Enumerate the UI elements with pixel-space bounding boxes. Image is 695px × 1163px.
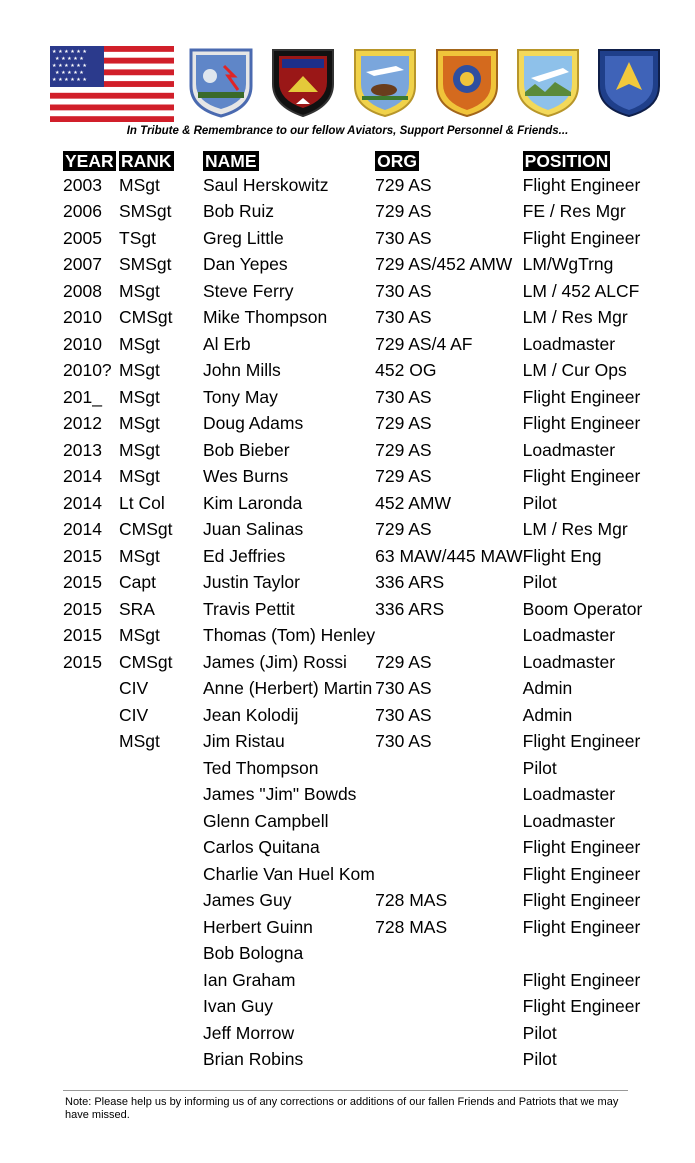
cell-org: 730 AS [375, 386, 432, 407]
cell-org [375, 994, 523, 1021]
cell-year [63, 967, 119, 994]
us-flag-icon [50, 46, 174, 122]
cell-position: Flight Engineer [522, 916, 641, 937]
cell-position: Loadmaster [522, 333, 616, 354]
cell-year: 2015 [63, 651, 102, 672]
cell-name: Jeff Morrow [203, 1022, 295, 1043]
cell-rank: Lt Col [119, 492, 165, 513]
cell-rank: MSgt [119, 280, 160, 301]
cell-org [375, 755, 523, 782]
cell-name: Ian Graham [203, 969, 296, 990]
cell-org: 729 AS [375, 413, 432, 434]
cell-name: James Guy [203, 890, 292, 911]
cell-year [63, 676, 119, 703]
cell-year: 2010 [63, 333, 102, 354]
header-rank: RANK [121, 150, 172, 171]
svg-text:★ ★ ★ ★ ★: ★ ★ ★ ★ ★ [55, 56, 84, 62]
wing-emblem-icon [432, 46, 502, 118]
table-row [63, 225, 683, 252]
table-row [63, 967, 683, 994]
header-position: POSITION [524, 150, 609, 171]
cell-name: Bob Ruiz [203, 201, 275, 222]
table-row [63, 702, 683, 729]
cell-position: Loadmaster [522, 439, 616, 460]
cell-year [63, 835, 119, 862]
cell-rank: SMSgt [119, 254, 172, 275]
cell-year [63, 941, 119, 968]
cell-name: Herbert Guinn [203, 916, 313, 937]
cell-position: Loadmaster [522, 625, 616, 646]
table-row [63, 755, 683, 782]
header-org: ORG [377, 150, 418, 171]
table-row [63, 1047, 683, 1074]
cell-org [375, 941, 523, 968]
cell-position: Flight Engineer [522, 386, 641, 407]
cell-name: Glenn Campbell [203, 810, 329, 831]
table-header-row [63, 150, 683, 172]
table-row [63, 172, 683, 199]
cell-year [63, 1020, 119, 1047]
memorial-roster-table [63, 150, 683, 1073]
cell-name: John Mills [203, 360, 281, 381]
cell-name: Brian Robins [203, 1049, 304, 1070]
cell-org: 730 AS [375, 227, 432, 248]
svg-text:★ ★ ★ ★ ★: ★ ★ ★ ★ ★ [55, 70, 84, 76]
cell-position: Flight Engineer [522, 413, 641, 434]
cell-position: Flight Eng [522, 545, 602, 566]
cell-name: Ivan Guy [203, 996, 274, 1017]
cell-position: Pilot [522, 572, 557, 593]
header-name: NAME [205, 150, 257, 171]
cell-name: Bob Bieber [203, 439, 290, 460]
cell-year: 2014 [63, 519, 102, 540]
cell-year: 2012 [63, 413, 102, 434]
cell-year: 2006 [63, 201, 102, 222]
cell-position: Flight Engineer [522, 890, 641, 911]
cell-rank: Capt [119, 572, 156, 593]
cell-position: Pilot [522, 757, 557, 778]
table-row [63, 358, 683, 385]
cell-position: Flight Engineer [522, 466, 641, 487]
cell-name: Ed Jeffries [203, 545, 286, 566]
cell-year: 2015 [63, 545, 102, 566]
cell-rank [119, 967, 203, 994]
table-row [63, 570, 683, 597]
cell-rank [119, 914, 203, 941]
cell-name: Greg Little [203, 227, 284, 248]
wing-emblem-icon [186, 46, 256, 118]
cell-year: 2015 [63, 572, 102, 593]
cell-position: LM / Res Mgr [522, 307, 628, 328]
cell-year [63, 755, 119, 782]
cell-position: Admin [522, 704, 573, 725]
cell-org: 729 AS [375, 201, 432, 222]
cell-name: Doug Adams [203, 413, 304, 434]
cell-org [375, 967, 523, 994]
cell-rank [119, 1020, 203, 1047]
table-row [63, 888, 683, 915]
cell-position: LM / Cur Ops [522, 360, 627, 381]
cell-position: Pilot [522, 1022, 557, 1043]
cell-position: Flight Engineer [522, 837, 641, 858]
cell-name: Carlos Quitana [203, 837, 320, 858]
cell-year [63, 729, 119, 756]
cell-org: 336 ARS [375, 572, 445, 593]
table-row [63, 596, 683, 623]
cell-position: Pilot [522, 1049, 557, 1070]
cell-year: 2003 [63, 174, 102, 195]
cell-org: 729 AS [375, 174, 432, 195]
cell-name: Wes Burns [203, 466, 289, 487]
cell-org: 729 AS [375, 519, 432, 540]
cell-rank: MSgt [119, 174, 160, 195]
cell-year [63, 1047, 119, 1074]
table-row [63, 384, 683, 411]
cell-year [63, 782, 119, 809]
cell-year: 2015 [63, 598, 102, 619]
cell-position: Boom Operator [522, 598, 643, 619]
svg-text:★ ★ ★ ★ ★ ★: ★ ★ ★ ★ ★ ★ [52, 49, 87, 55]
cell-name: Jim Ristau [203, 731, 285, 752]
cell-org [375, 623, 523, 650]
svg-text:★ ★ ★ ★ ★ ★: ★ ★ ★ ★ ★ ★ [52, 63, 87, 69]
table-row [63, 464, 683, 491]
table-row [63, 914, 683, 941]
cell-year [63, 914, 119, 941]
cell-rank: MSgt [119, 439, 160, 460]
svg-text:★ ★ ★ ★ ★ ★: ★ ★ ★ ★ ★ ★ [52, 77, 87, 83]
table-row [63, 199, 683, 226]
cell-rank: CMSgt [119, 519, 173, 540]
table-row [63, 517, 683, 544]
cell-name: Al Erb [203, 333, 251, 354]
cell-name: James "Jim" Bowds [203, 784, 357, 805]
cell-org [375, 1020, 523, 1047]
cell-rank: CIV [119, 678, 149, 699]
cell-org: 730 AS [375, 731, 432, 752]
cell-year: 2013 [63, 439, 102, 460]
cell-position: Loadmaster [522, 651, 616, 672]
cell-position: Flight Engineer [522, 731, 641, 752]
cell-org: 452 OG [375, 360, 437, 381]
cell-rank [119, 861, 203, 888]
cell-org: 728 MAS [375, 890, 448, 911]
cell-rank [119, 1047, 203, 1074]
cell-rank: MSgt [119, 333, 160, 354]
table-row [63, 490, 683, 517]
cell-position: Pilot [522, 492, 557, 513]
cell-year [63, 861, 119, 888]
cell-org: 728 MAS [375, 916, 448, 937]
cell-position: Flight Engineer [522, 996, 641, 1017]
cell-name: Saul Herskowitz [203, 174, 329, 195]
table-row [63, 676, 683, 703]
table-row [63, 278, 683, 305]
table-row [63, 305, 683, 332]
cell-rank: MSgt [119, 386, 160, 407]
cell-org: 729 AS [375, 651, 432, 672]
table-row [63, 941, 683, 968]
cell-rank [119, 888, 203, 915]
cell-org [375, 808, 523, 835]
cell-rank: MSgt [119, 413, 160, 434]
cell-org: 336 ARS [375, 598, 445, 619]
cell-position: Admin [522, 678, 573, 699]
cell-org: 730 AS [375, 307, 432, 328]
cell-org: 730 AS [375, 704, 432, 725]
table-row [63, 331, 683, 358]
roster-body [63, 172, 683, 1073]
footer-note: Note: Please help us by informing us of any corrections or additions of our fallen Friends and Patriots that we may have missed. [65, 1096, 619, 1121]
cell-org: 729 AS [375, 466, 432, 487]
table-row [63, 623, 683, 650]
cell-year [63, 808, 119, 835]
cell-rank: CIV [119, 704, 149, 725]
cell-position: Loadmaster [522, 810, 616, 831]
cell-name: Charlie Van Huel Kom [203, 863, 375, 884]
cell-position: Loadmaster [522, 784, 616, 805]
note-divider [63, 1090, 628, 1091]
table-row [63, 861, 683, 888]
cell-name: Juan Salinas [203, 519, 304, 540]
cell-name: Jean Kolodij [203, 704, 299, 725]
tribute-line: In Tribute & Remembrance to our fellow Aviators, Support Personnel & Friends... [126, 125, 569, 137]
cell-name: Mike Thompson [203, 307, 328, 328]
cell-name: Dan Yepes [203, 254, 288, 275]
table-row [63, 411, 683, 438]
cell-name: Thomas (Tom) Henley [203, 625, 376, 646]
cell-position [523, 941, 683, 968]
cell-name: Ted Thompson [203, 757, 319, 778]
cell-org: 729 AS/4 AF [375, 333, 473, 354]
wing-emblem-icon [350, 46, 420, 118]
cell-position: FE / Res Mgr [522, 201, 626, 222]
cell-year [63, 702, 119, 729]
cell-org: 729 AS/452 AMW [375, 254, 513, 275]
cell-name: Justin Taylor [203, 572, 300, 593]
table-row [63, 835, 683, 862]
cell-rank [119, 755, 203, 782]
wing-emblem-icon [594, 46, 664, 118]
table-row [63, 543, 683, 570]
cell-name: Travis Pettit [203, 598, 295, 619]
cell-rank: SMSgt [119, 201, 172, 222]
cell-rank: TSgt [119, 227, 156, 248]
table-row [63, 437, 683, 464]
cell-name: Bob Bologna [203, 943, 304, 964]
cell-rank: MSgt [119, 466, 160, 487]
cell-position: Flight Engineer [522, 227, 641, 248]
cell-name: James (Jim) Rossi [203, 651, 347, 672]
cell-year: 2010? [63, 360, 112, 381]
header-year: YEAR [65, 150, 114, 171]
cell-year: 201_ [63, 386, 102, 407]
cell-position: Flight Engineer [522, 969, 641, 990]
cell-rank [119, 808, 203, 835]
cell-org: 730 AS [375, 678, 432, 699]
cell-rank: MSgt [119, 625, 160, 646]
cell-rank: CMSgt [119, 307, 173, 328]
cell-org [375, 782, 523, 809]
cell-rank: MSgt [119, 731, 160, 752]
cell-name: Kim Laronda [203, 492, 303, 513]
cell-rank: MSgt [119, 545, 160, 566]
cell-year [63, 994, 119, 1021]
table-row [63, 994, 683, 1021]
cell-rank: CMSgt [119, 651, 173, 672]
cell-year: 2010 [63, 307, 102, 328]
table-row [63, 729, 683, 756]
cell-org [375, 861, 523, 888]
table-row [63, 252, 683, 279]
cell-rank [119, 941, 203, 968]
cell-org: 452 AMW [375, 492, 452, 513]
cell-year: 2015 [63, 625, 102, 646]
cell-rank [119, 835, 203, 862]
wing-emblem-icon [268, 46, 338, 118]
table-row [63, 1020, 683, 1047]
cell-year [63, 888, 119, 915]
cell-position: LM/WgTrng [522, 254, 614, 275]
cell-year: 2008 [63, 280, 102, 301]
cell-rank: MSgt [119, 360, 160, 381]
table-row [63, 808, 683, 835]
cell-position: LM / Res Mgr [522, 519, 628, 540]
cell-position: LM / 452 ALCF [522, 280, 640, 301]
cell-name: Steve Ferry [203, 280, 294, 301]
cell-position: Flight Engineer [522, 174, 641, 195]
cell-org [375, 1047, 523, 1074]
table-row [63, 782, 683, 809]
cell-year: 2005 [63, 227, 102, 248]
cell-name: Anne (Herbert) Martin [203, 678, 373, 699]
cell-year: 2014 [63, 466, 102, 487]
cell-rank: SRA [119, 598, 155, 619]
cell-year: 2014 [63, 492, 102, 513]
table-row [63, 649, 683, 676]
cell-org: 63 MAW/445 MAW [375, 545, 523, 566]
cell-rank [119, 782, 203, 809]
cell-org: 729 AS [375, 439, 432, 460]
cell-year: 2007 [63, 254, 102, 275]
cell-position: Flight Engineer [522, 863, 641, 884]
wing-emblem-icon [513, 46, 583, 118]
cell-org: 730 AS [375, 280, 432, 301]
cell-rank [119, 994, 203, 1021]
cell-name: Tony May [203, 386, 278, 407]
cell-org [375, 835, 523, 862]
